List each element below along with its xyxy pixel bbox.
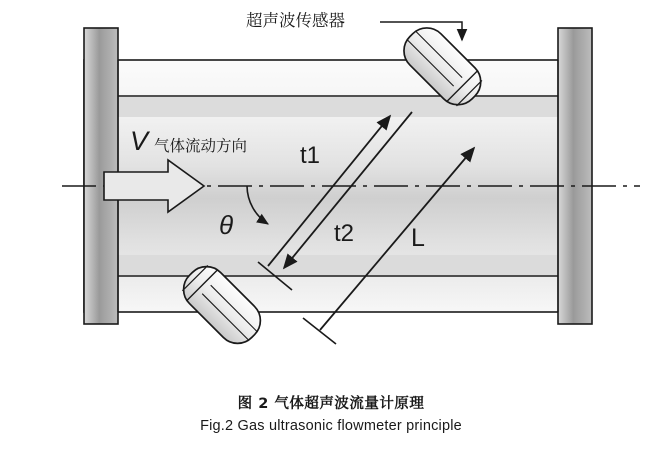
figure-caption (0, 392, 662, 434)
time-t1-label: t1 (300, 142, 321, 169)
velocity-symbol-label: V (130, 126, 149, 156)
path-L-start-tick (303, 318, 336, 344)
time-t2-label: t2 (334, 220, 355, 247)
pipe-shade-bottom (85, 255, 577, 275)
angle-theta-label: θ (219, 210, 234, 240)
figure-caption-cn: 图 2 气体超声波流量计原理 (237, 396, 425, 412)
sensor-label: 超声波传感器 (246, 11, 345, 30)
path-length-label: L (411, 224, 425, 252)
figure-caption-en: Fig.2 Gas ultrasonic flowmeter principle (200, 418, 462, 434)
flow-direction-label: 气体流动方向 (154, 137, 248, 155)
pipe-shade-top (85, 97, 577, 117)
right-flange (558, 28, 592, 324)
